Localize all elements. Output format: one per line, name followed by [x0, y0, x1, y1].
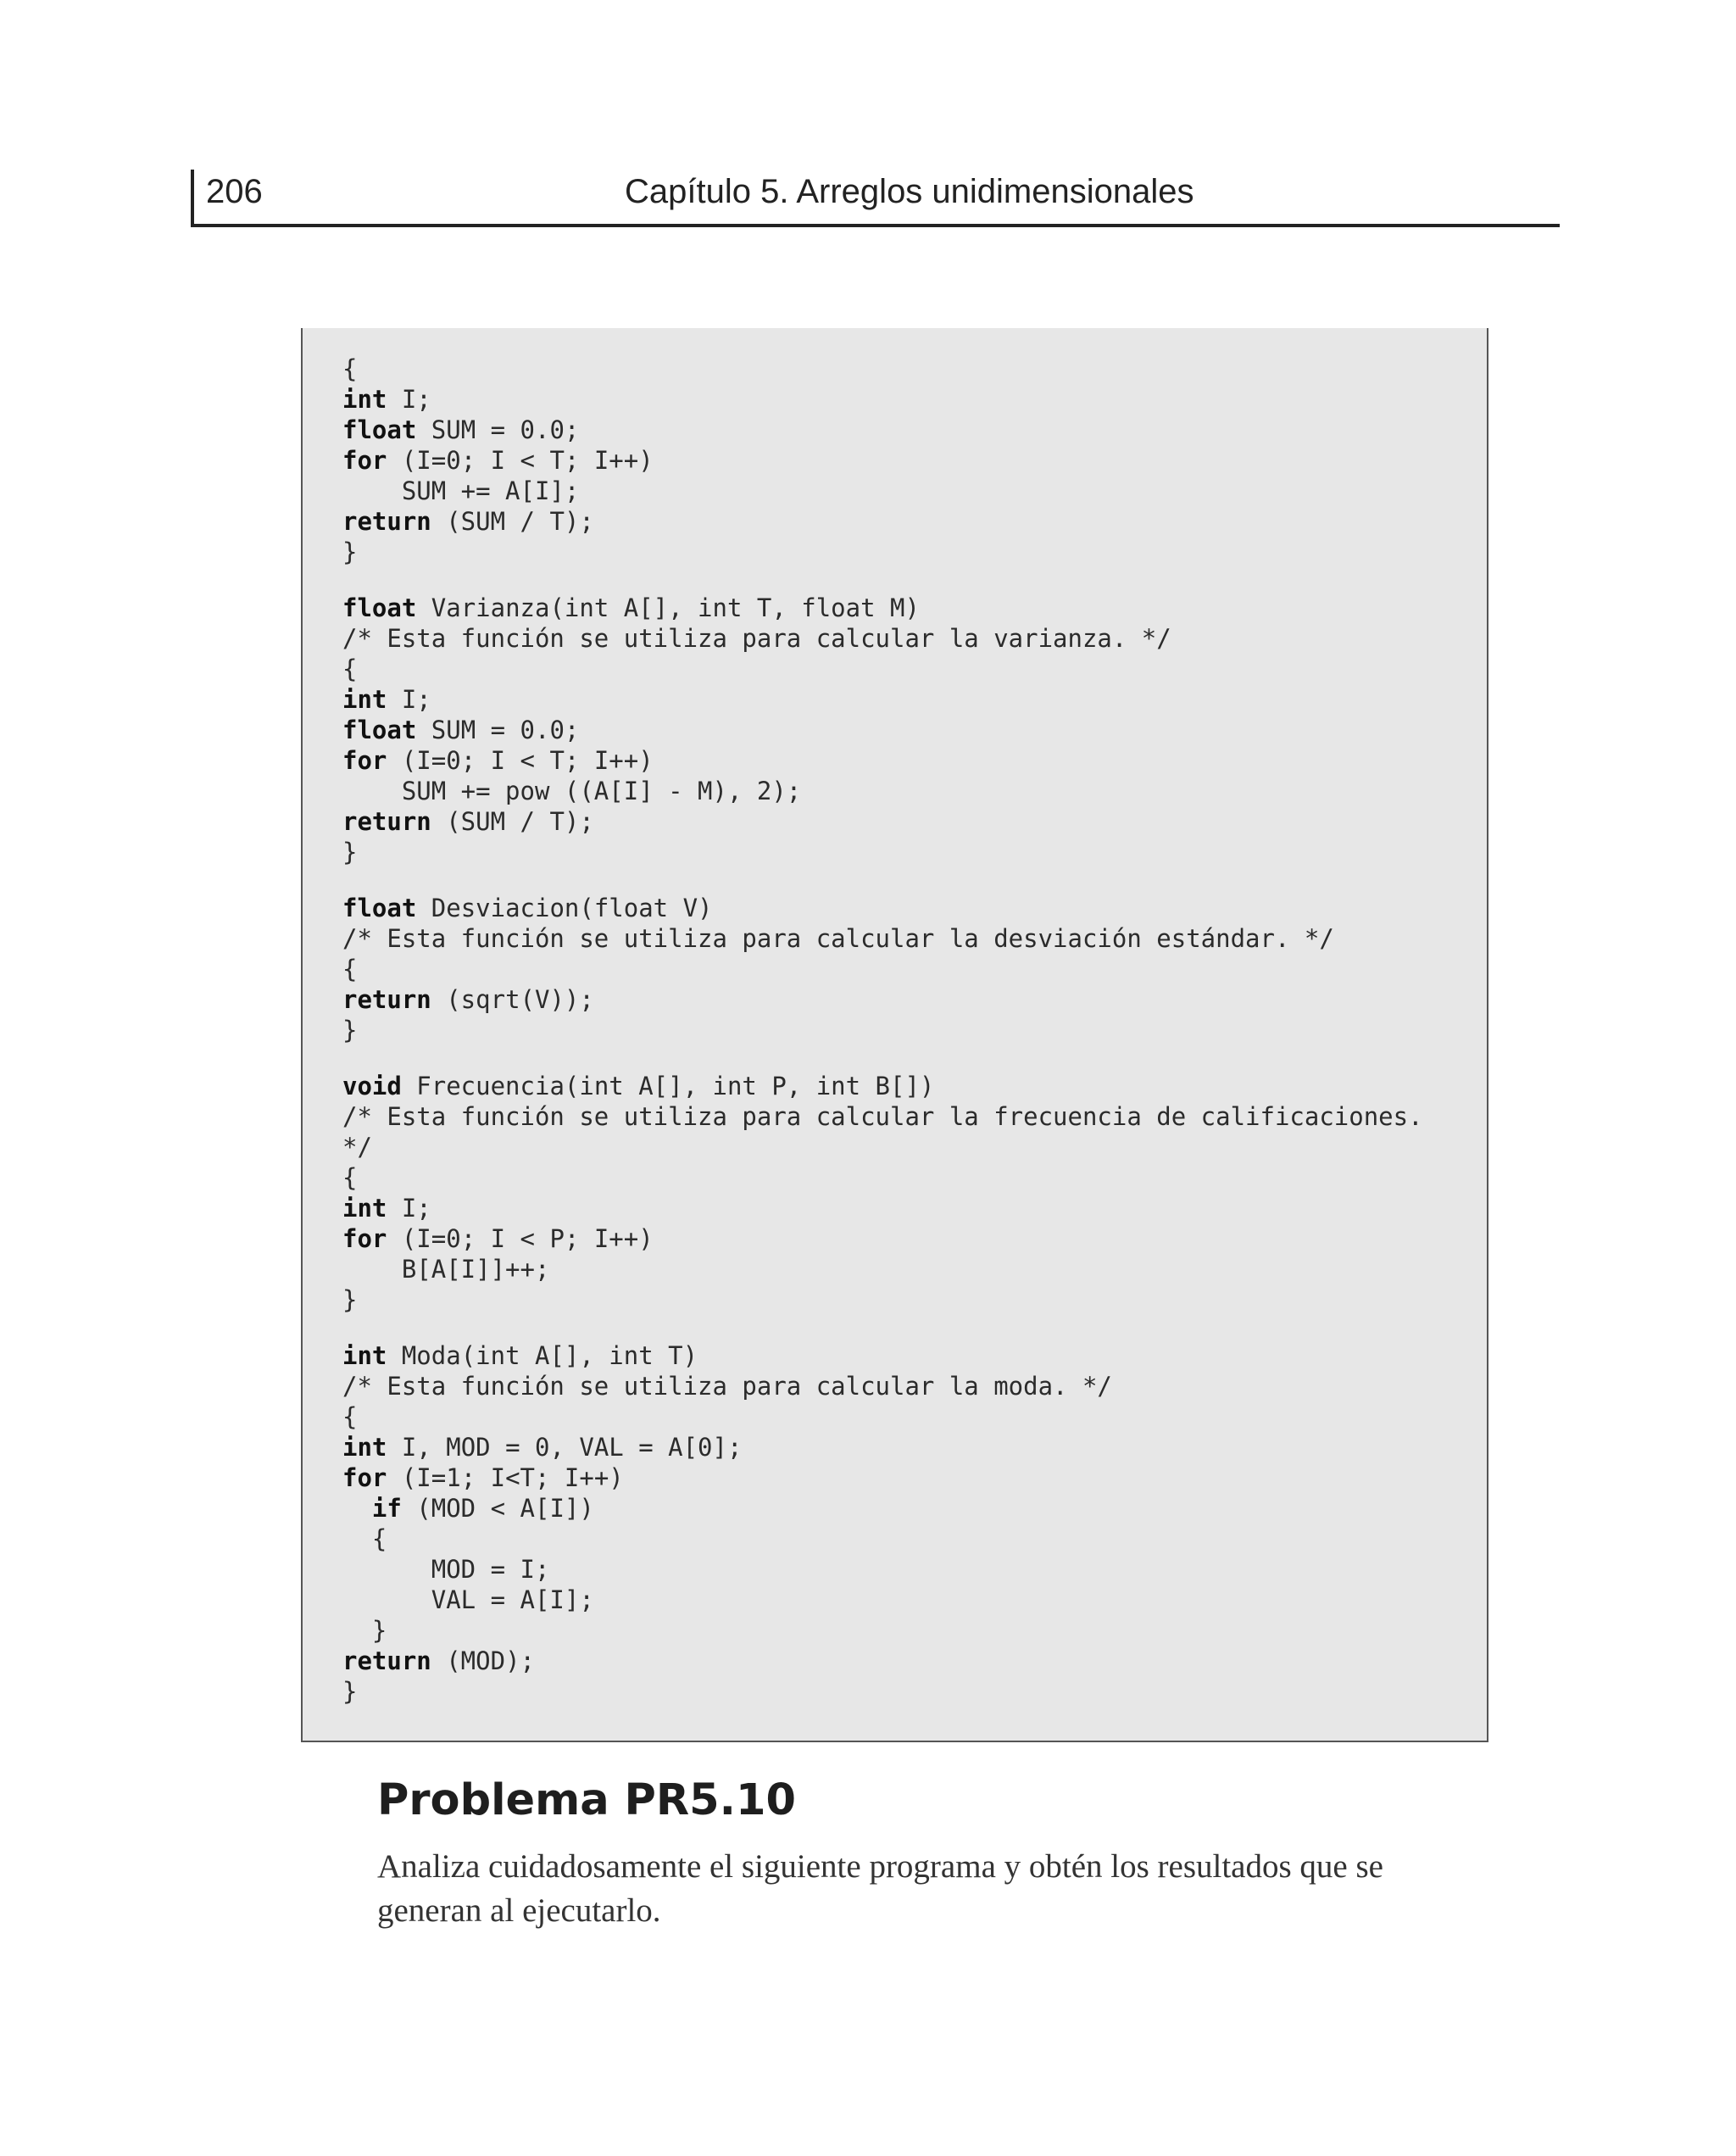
- code-keyword: void: [342, 1072, 402, 1100]
- code-text: Frecuencia(int A[], int P, int B[]): [401, 1072, 935, 1100]
- page-number: 206: [206, 173, 263, 210]
- code-keyword: for: [342, 1463, 387, 1492]
- code-lines: [342, 354, 1423, 1707]
- code-line: [342, 476, 1423, 506]
- code-text: (SUM / T);: [431, 807, 594, 836]
- code-text: }: [342, 1616, 387, 1645]
- code-text: Moda(int A[], int T): [387, 1341, 698, 1370]
- code-line: [342, 1524, 1423, 1554]
- code-line: [342, 1015, 1423, 1045]
- problem-title: Problema PR5.10: [377, 1775, 796, 1825]
- code-line: [342, 445, 1423, 476]
- code-keyword: int: [342, 1433, 387, 1462]
- code-keyword: int: [342, 1341, 387, 1370]
- code-text: {: [342, 955, 358, 983]
- code-line: [342, 1371, 1423, 1401]
- code-line: [342, 1340, 1423, 1371]
- code-text: (MOD);: [431, 1646, 535, 1675]
- code-line: [342, 1493, 1423, 1524]
- code-text: {: [342, 1524, 387, 1553]
- code-keyword: float: [342, 716, 417, 744]
- code-text: (MOD < A[I]): [401, 1494, 594, 1523]
- code-line: [342, 1585, 1423, 1615]
- code-indent: [342, 1494, 372, 1523]
- code-line: [342, 806, 1423, 837]
- code-text: }: [342, 1016, 358, 1045]
- code-line: [342, 1676, 1423, 1707]
- code-text: }: [342, 838, 358, 866]
- code-line: [342, 1223, 1423, 1254]
- code-text: /* Esta función se utiliza para calcular la frecuencia de calificaciones.: [342, 1102, 1423, 1131]
- code-text: MOD = I;: [342, 1555, 550, 1584]
- code-text: I;: [387, 1194, 431, 1223]
- code-keyword: return: [342, 1646, 431, 1675]
- code-text: }: [342, 1285, 358, 1314]
- code-text: /* Esta función se utiliza para calcular la varianza. */: [342, 624, 1171, 653]
- code-keyword: if: [371, 1494, 402, 1523]
- code-text: (I=0; I < P; I++): [387, 1224, 654, 1253]
- code-line: [342, 1132, 1423, 1162]
- code-line: [342, 1615, 1423, 1646]
- code-keyword: return: [342, 807, 431, 836]
- code-text: (I=0; I < T; I++): [387, 446, 654, 475]
- code-text: SUM = 0.0;: [416, 716, 580, 744]
- code-line: [342, 415, 1423, 445]
- code-line: [342, 623, 1423, 654]
- code-line: [342, 1193, 1423, 1223]
- code-gap: [342, 1315, 1423, 1340]
- code-line: [342, 954, 1423, 984]
- code-text: SUM = 0.0;: [416, 415, 580, 444]
- code-text: (SUM / T);: [431, 507, 594, 536]
- code-text: }: [342, 1677, 358, 1706]
- code-text: I, MOD = 0, VAL = A[0];: [387, 1433, 743, 1462]
- code-keyword: int: [342, 385, 387, 414]
- code-text: (sqrt(V));: [431, 985, 594, 1014]
- code-line: [342, 1432, 1423, 1462]
- code-text: I;: [387, 685, 431, 714]
- code-line: [342, 837, 1423, 867]
- code-line: [342, 1162, 1423, 1193]
- code-text: {: [342, 1402, 358, 1431]
- code-gap: [342, 1045, 1423, 1071]
- code-line: [342, 984, 1423, 1015]
- code-gap: [342, 867, 1423, 893]
- code-text: Desviacion(float V): [416, 894, 713, 922]
- code-line: [342, 923, 1423, 954]
- code-text: /* Esta función se utiliza para calcular la desviación estándar. */: [342, 924, 1334, 953]
- code-line: [342, 684, 1423, 715]
- code-line: [342, 593, 1423, 623]
- code-text: {: [342, 1163, 358, 1192]
- code-text: (I=1; I<T; I++): [387, 1463, 624, 1492]
- code-text: {: [342, 354, 358, 383]
- code-line: [342, 1284, 1423, 1315]
- code-keyword: return: [342, 985, 431, 1014]
- problem-text: Analiza cuidadosamente el siguiente programa y obtén los resultados que se generan al ejecutarlo.: [377, 1848, 1383, 1929]
- code-text: I;: [387, 385, 431, 414]
- code-text: {: [342, 655, 358, 683]
- running-title: Capítulo 5. Arreglos unidimensionales: [625, 173, 1194, 210]
- code-gap: [342, 567, 1423, 593]
- code-line: [342, 1101, 1423, 1132]
- code-line: [342, 654, 1423, 684]
- code-line: [342, 776, 1423, 806]
- code-keyword: return: [342, 507, 431, 536]
- page-header: [191, 170, 1560, 227]
- code-text: SUM += A[I];: [342, 476, 580, 505]
- code-line: [342, 745, 1423, 776]
- code-text: }: [342, 538, 358, 566]
- code-text: B[A[I]]++;: [342, 1255, 550, 1284]
- code-line: [342, 537, 1423, 567]
- code-line: [342, 1462, 1423, 1493]
- code-text: Varianza(int A[], int T, float M): [416, 593, 920, 622]
- code-block: [301, 328, 1488, 1742]
- code-keyword: for: [342, 746, 387, 775]
- code-text: */: [342, 1133, 372, 1162]
- code-keyword: float: [342, 894, 417, 922]
- code-line: [342, 1554, 1423, 1585]
- code-text: VAL = A[I];: [342, 1585, 594, 1614]
- code-text: (I=0; I < T; I++): [387, 746, 654, 775]
- code-keyword: for: [342, 446, 387, 475]
- code-line: [342, 354, 1423, 384]
- code-line: [342, 1071, 1423, 1101]
- code-keyword: int: [342, 685, 387, 714]
- code-keyword: int: [342, 1194, 387, 1223]
- code-text: SUM += pow ((A[I] - M), 2);: [342, 777, 802, 805]
- code-keyword: for: [342, 1224, 387, 1253]
- code-line: [342, 893, 1423, 923]
- code-keyword: float: [342, 593, 417, 622]
- code-line: [342, 1646, 1423, 1676]
- code-line: [342, 506, 1423, 537]
- code-line: [342, 715, 1423, 745]
- code-line: [342, 1254, 1423, 1284]
- code-text: /* Esta función se utiliza para calcular la moda. */: [342, 1372, 1112, 1401]
- code-line: [342, 1401, 1423, 1432]
- code-line: [342, 384, 1423, 415]
- code-keyword: float: [342, 415, 417, 444]
